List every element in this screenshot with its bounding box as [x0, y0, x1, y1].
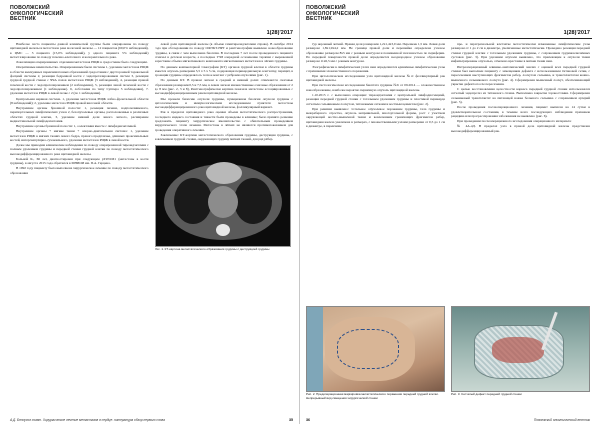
left-col-1: [10, 42, 149, 412]
right-page: [300, 0, 600, 424]
figure-caption: Рис. 3. Сетчатый дефект передней грудной стенки: [451, 392, 522, 396]
paragraph: Оперативные вмешательства. Оперированным были системы 1, удаление метастазов РЩЖ в области жемчужных паренхиматозных образований средостения с двусторонней торакальной фасцией системы 2, резекция бедренной кости с эндопротезированием систем 3, резекция грудной грудной стенки с ЧЧА пахов метастазов РЩЖ (3 наблюдений), 4, резекция правой почечной кости с эндопротезированием (2 наблюдения), 5, резекция левой почечной кости с эндопротезированием (1 наблюдение). 6, лоботомия по типу Суппера 3 наблюдения), 7. удаление метастаза РЩЖ в левой почке с 2 (по 1 наблюдения).: [10, 65, 149, 96]
paragraph: 1.10.2015 г. с выполнена операция: тиреоидэктомия с центральной лимфодиссекцией, резекция передней грудной стенки с тотальным удалением грудины и пластикой перикарда сетчатым сальниковым лоскутом, титановыми сетками и костным цементом (рис. 2).: [306, 92, 445, 106]
issue-number: 1(28)'2017: [563, 30, 590, 36]
paragraph: Локализация оперированных отделения метастазов РЩЖ в средостение было следующим.: [16, 60, 148, 65]
paragraph: При проведении послеоперационного исследования операционного материала:: [457, 119, 572, 124]
ct-spine: [216, 224, 230, 236]
surgical-drape: [307, 307, 323, 391]
ct-lung-left: [174, 178, 212, 224]
paragraph: пре- и паратрахеальной клетчатке метастатически измененные лимфатические узлы размером от 1 до 2 см в диаметре, увеличенные метастатически. Проведено резекция передней стенки грудной клетки с тотальным удалением грудины, с сохранением грудиноключичных суставов (рис. 3). При удалении опухоли выявлено, что прилежащие к опухоли ткани инфильтрированы опухолью, отмечено врастание в мягкие ткани шеи.: [451, 42, 590, 64]
page-footer: Поволжский онкологический вестник: [533, 418, 590, 422]
paragraph: Внутренние органы + мягкие ткани + опорно-двигательная система: 1, удаление метастазов РЩЖ в мягких тканях левого бедра, правого предплечья, длинных проксимальных костей, интерскапулярно-сухожильного, удаление метастазов РЩЖ в левой кости.: [10, 129, 149, 142]
right-col-2: [451, 42, 590, 304]
journal-logo: ПОВОЛЖСКИЙ ОНКОЛОГИЧЕСКИЙ ВЕСТНИК: [306, 5, 360, 23]
header-rule: [308, 38, 592, 39]
paragraph: тур неровный четкий. Правая доля размерами 1,2x1,4x3,0 мм. Перешеек 1,5 мм. Левая доля размером 1,8x1,9x4,2 мм. Не граница правой доли и перешейка определена узловое образование размером 8x5 мм с ровным контуром и пониженной эхогенностью по периферии. По передней поверхности правой доли определяется неоднородное узловое образование размером 11x6,5 мм с ровным контуром.: [306, 42, 445, 64]
paragraph: С целью восстановления целостности каркаса передней грудной стенки использовался сетчатый эндопротез из титанового сплава. Выполнена закрытая торакостомия. Сформирован сальниковый трансплантат на питающей ножке большого сальника с сохранением артерий (рис. 5).: [451, 87, 590, 105]
paragraph: При цитологическом исследовании узла щитовидной железы №4: фолликулярный рак щитовидной железы.: [306, 74, 445, 83]
paragraph: Наиболее часто пациенты данной клинической группы были оперированы по поводу щитовидной железы и метастазов рака молочной железы — 12 пациентов (60,0% наблюдений), в ЦМС — 3 пациента (15,0% наблюдений), у одного пациента 5% наблюдений) метастазирование по поводу почечно-клеточного и колоректального рака.: [10, 42, 149, 60]
ct-heart: [208, 186, 238, 218]
page-footer: А.Д. Белоусов соавт. Хирургическое лечение метастазов в сердце: литература обзор первого слова: [10, 418, 165, 422]
left-columns: [10, 42, 293, 412]
paragraph: При ревизии выявлено: тотальное опухолевое поражение грудины, тела грудины и межреберного отростка, опухоль неправильной, многоугольной формы, рост с участием окружающей костно-мышечной ткани и вовлечением граничащих фрагментов ребер, щитовидная железа увеличена в размерах, с множественными узлами размерами от 0,5 до 1 см в диаметре, в паренхиме: [306, 106, 445, 129]
ct-scan-figure: [155, 145, 291, 247]
paragraph: Внутренние органы брюшной полости: 1, резекция печени, надпочечникового, перипортальных лимфатических узлов 2, безопухолевые органы, расположенные в различных областях грудной клетки, 3, удаление нижней доли левого легкого, расширение медиастинальной лимфаденэктомия.: [10, 106, 149, 124]
paragraph: № 4А-4Д. В пределах узла в правой доле щитовидной железы представлен высокодифференцированный рак.: [451, 124, 590, 133]
right-columns: [306, 42, 590, 304]
surgical-marking-photo: [306, 306, 445, 392]
left-col-2: [155, 42, 294, 412]
paragraph: Эхографически в лимфатических узлах шеи определяются единичные лимфатические узлы с признаками злокачественного поражения.: [306, 64, 445, 73]
chest-defect-photo: [451, 306, 590, 392]
figure-caption: Рис. 1. КТ-картина метастатического образования грудины с деструкцией грудины: [154, 246, 270, 251]
paragraph: Интраоперационный клинико-анатомический анализ с оценкой всех передней грудной стенки был выполнен пациенту с замещением дефекта с использованием титановой сетки, с пересечением выступающих фрагментов ребер, лоскутом сальника, и трансплантатом кожно-мышечного сальникового лоскута (рис. 4). Сформирован мышечный лоскут, обеспечивающий укрытие дефекта после пересечения.: [451, 64, 590, 86]
page-number: 35: [289, 418, 293, 422]
paragraph: При гистологическом исследовании биоптата грудины №6 от 09.2014 — злокачественное новообразование, наиболее вероятно первичную опухоль щитовидной железы.: [306, 83, 445, 92]
header-rule: [8, 38, 291, 39]
paragraph: Мы провели биопсию опухоли грудины, пункционная биопсия опухоли грудины с цитологическим и иммунологическим исследованием пунктата: метастазы высокодифференцированного рака щитовидной железы, фолликулярный вариант.: [154, 96, 293, 110]
paragraph: Больной К., 66 лет, диагностирован при следующем pT2N1M1 (метастазы в кости грудины), в августе 2015 года обратился в МНИОИ им. П.А. Герцена.: [10, 156, 149, 166]
paragraph: Центральная нервная система. 1, удаление метастазов РЩЖ лобно-фронтальной области (8 наблюдений); 2, удаление метастаза РЩЖ правой височной области.: [10, 96, 149, 105]
paragraph: В 1992 году пациенту была выполнена хирургическое лечение по поводу метастатического образования: [10, 166, 149, 175]
wound-edge: [492, 337, 544, 363]
paragraph: По данным КТ. В правом легком в средней и нижней долях отмечаются очаговые образования размерами 0,5 и 7,5 мм, в левом легком множественные очаговые образования от 2 до 8 мм (рис. 2, 3 и 8), Рентгенографически картина показала метастазы ассоциированные с высокодифференцированным раком щитовидной железы.: [154, 78, 293, 96]
ct-lung-right: [234, 178, 272, 224]
issue-number: 1(28)'2017: [266, 30, 293, 36]
paragraph: Внутренние органы брюшной полости: 1, оолектомия вместе с лимфаденэктомией.: [16, 124, 137, 129]
ct-tumor: [206, 162, 242, 184]
figures-row: [306, 306, 590, 410]
paragraph: Далее мы приводим клинические наблюдения по поводу оперированной тиреоидэктомии с полным удалением грудины и передней стенки грудной клетки по поводу метастатического высокодифференцированного рака щитовидной железы.: [10, 143, 149, 156]
right-col-1: [306, 42, 445, 304]
figure-2-block: [306, 306, 445, 410]
figure-3-block: [451, 306, 590, 410]
paragraph: Заключение: КТ-картина метастатического образования грудины, деструкция грудины, с вовлечением грудной стенки, окружающих грудину мягких тканей, для ряд рёбер.: [154, 132, 293, 142]
page-number: 36: [306, 418, 310, 422]
paragraph: После проведения послеоперационного лечения, пациент выписан на 14 сутки в удовлетворительном состоянии, в течение всего последующего наблюдения признаков рецидива или прогрессирования заболевания не выявлено (рис. 6).: [451, 105, 590, 118]
journal-logo: ПОВОЛЖСКИЙ ОНКОЛОГИЧЕСКИЙ ВЕСТНИК: [10, 5, 64, 23]
marking-line: [337, 329, 399, 369]
paragraph: Рак в пределах щитовидного рака оценки объема метастатического распространения, последнего индекса состояния и тяжести были проведены в клинике; было принято решение предложить пациенту хирургическое вмешательство с обязательным проведением хирургического этапа лечения. Метастазы в лёгких не являются противопоказанием для проведения оперативного лечения.: [154, 110, 293, 132]
figure-caption: Рис. 2. Предоперационная маркировка метастатического поражения передней грудной клетки. Непрерывный вид смещения хирургической стенки: [306, 392, 439, 400]
paragraph: левой доли щитовидной железы (в объеме гемитиреоидэктомии справа). В октябре 2014 года при обследовании по поводу ОФЭКТ-НРТ и рентгенографии выявлено новообразование грудины, в связи с чем выполнена биопсия. В последние 7 лет после проведенного пациента отмечал в детском возрасте, а последнее УЗИ очередной осложнение терапии с выраженной нарастание объема мягкотканевого компонента мягкотканных метастазов в лёгких грудины.: [154, 42, 293, 64]
paragraph: По данным компьютерной томографии (КТ) органов грудной клетки в области грудины имеется опухоль размерами 3,5 х 5 х 5 см, содержащая перикардиальную клетчатку, перицит, в проекции грудины определялось тесное контакт с рёбрами опухолями (рис. 1).: [154, 64, 293, 78]
